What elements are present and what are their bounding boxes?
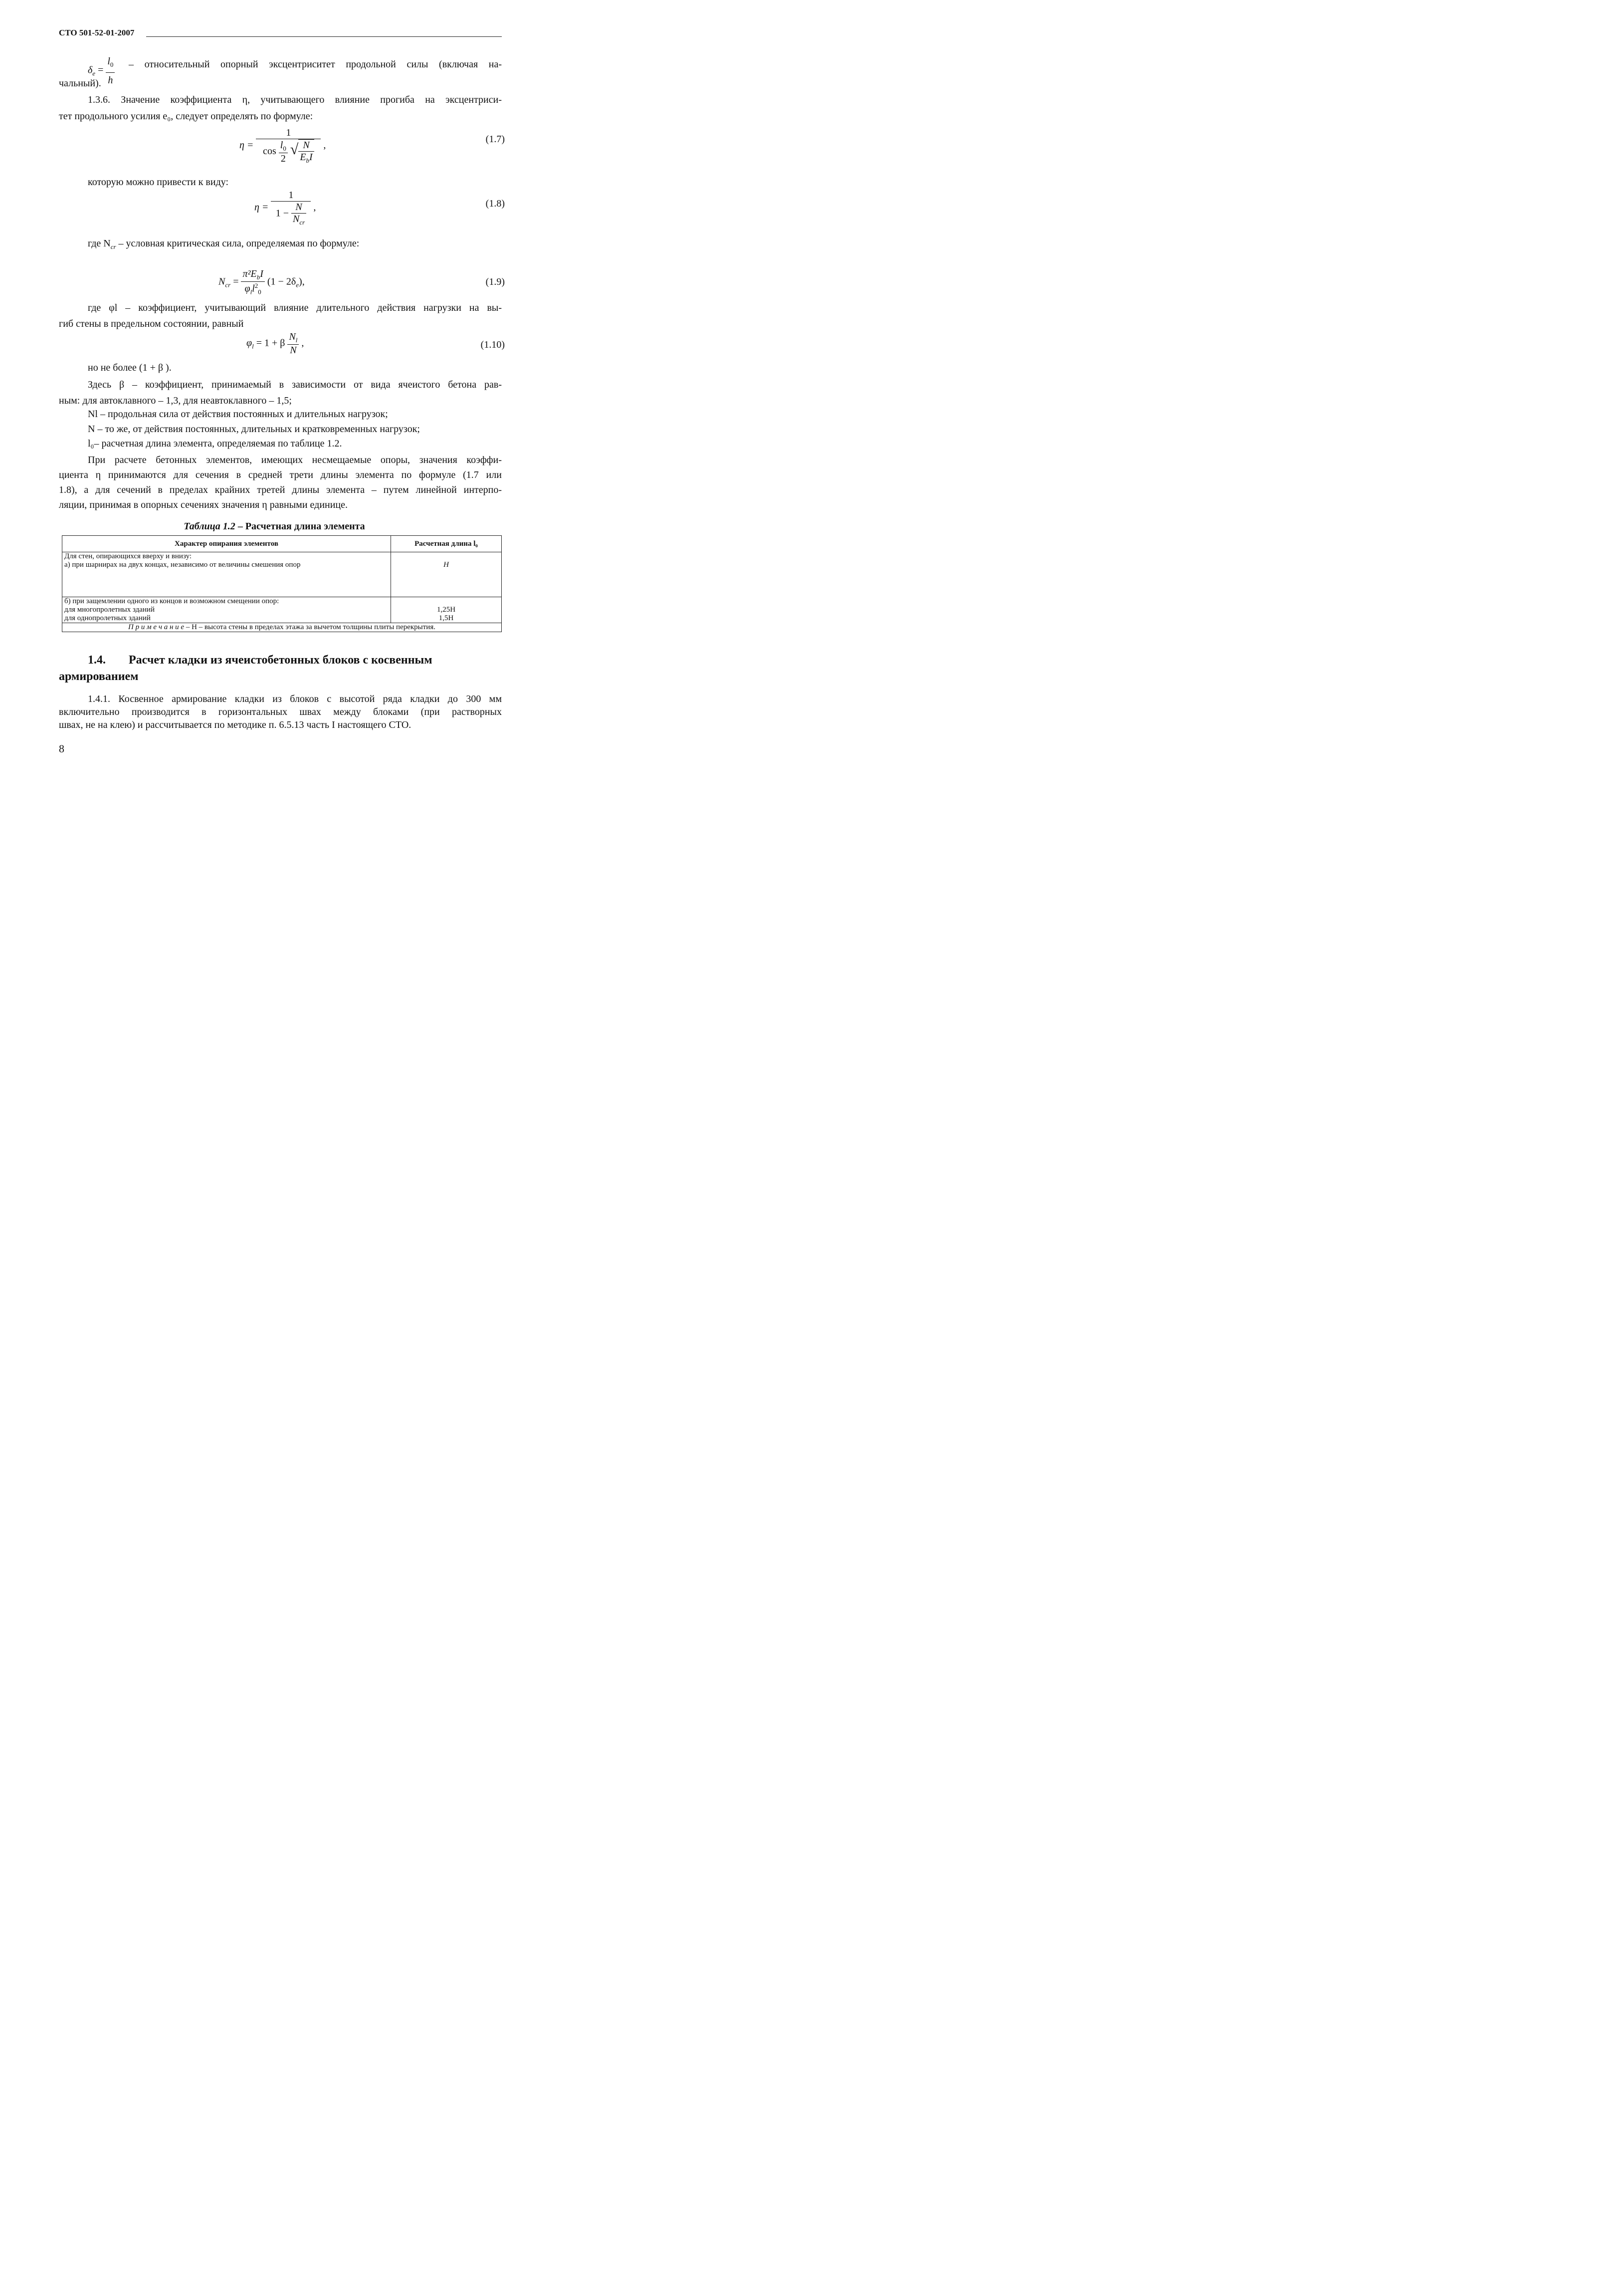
paragraph-1-4-1-line3: швах, не на клею) и рассчитывается по методике п. 6.5.13 часть I настоящего СТО. [59,719,411,730]
definition-n: N – то же, от действия постоянных, длительных и кратковременных нагрузок; [88,424,420,435]
section-title-line1: Расчет кладки из ячеистобетонных блоков с косвенным [129,654,432,667]
header-rule [146,36,502,37]
equation-number-1-10: (1.10) [480,339,505,350]
paragraph-1-4-1-line1: 1.4.1. Косвенное армирование кладки из блоков с высотой ряда кладки до 300 мм [88,693,502,704]
delta-definition: $\delta_e$ = $\frac{l_0}{h}$ [88,54,115,88]
equation-number-1-8: (1.8) [485,198,505,209]
paragraph-1-3-6-line1: 1.3.6. Значение коэффициента η, учитывающего влияние прогиба на эксцентриси- [88,94,502,105]
table-header-support: Характер опирания элементов [62,536,391,552]
paragraph-ncr: где $N_{cr}$ – условная критическая сила, определяемая по формуле: [88,238,360,250]
delta-text-cont: чальный). [59,78,101,89]
table-note: П р и м е ч а н и е – H – высота стены в пределах этажа за вычетом толщины плиты перекрытия. [62,623,502,632]
paragraph-beta-line1: Здесь β – коэффициент, принимаемый в зависимости от вида ячеистого бетона рав- [88,379,502,390]
document-code-header: СТО 501-52-01-2007 [59,28,135,37]
definition-nl: Nl – продольная сила от действия постоянных и длительных нагрузок; [88,409,388,420]
paragraph-calc-line3: 1.8), а для сечений в пределах крайних третей длины элемента – путем линейной интерпо- [59,484,502,495]
section-number: 1.4. [88,654,106,667]
equation-number-1-7: (1.7) [485,134,505,145]
paragraph-phi-line2: гиб стены в предельном состоянии, равный [59,318,244,329]
equation-1-10: $\varphi_l = 1 + \beta$ $\frac{N_l}{N}$ , [246,331,304,356]
paragraph-1-3-6-line2: тет продольного усилия e₀, следует определять по формуле: [59,111,313,122]
document-page [0,0,549,776]
table-row-b: б) при защемлении одного из концов и возможном смещении опор: для многопролетных зданий для однопролетных зданий [62,597,391,623]
paragraph-phi-line1: где φl – коэффициент, учитывающий влияние длительного действия нагрузки на вы- [88,302,502,313]
equation-number-1-9: (1.9) [485,276,505,287]
definition-l0: l₀– расчетная длина элемента, определяемая по таблице 1.2. [88,438,342,449]
equation-1-8: η = 1 1 − $\frac{N}{N_{cr}}$ , [254,190,316,226]
paragraph-calc-line4: ляции, принимая в опорных сечениях значения η равными единице. [59,499,348,510]
paragraph-calc-line2: циента η принимаются для сечения в средней трети длины элемента по формуле (1.7 или [59,469,502,480]
section-title-line2: армированием [59,670,139,683]
paragraph-reduce: которую можно привести к виду: [88,177,229,188]
equation-1-7: η = 1 cos $\frac{l_0}{2}$ √ $\frac{N}{E_bI}$ , [239,127,326,164]
table-row-a-value: H [391,552,502,597]
delta-text: – относительный опорный эксцентриситет продольной силы (включая на- [129,59,502,70]
table-caption: Таблица 1.2 – Расчетная длина элемента [184,521,365,532]
paragraph-not-more: но не более (1 + β ). [88,362,172,373]
paragraph-1-4-1-line2: включительно производится в горизонтальных швах между блоками (при растворных [59,706,502,717]
paragraph-beta-line2: ным: для автоклавного – 1,3, для неавтоклавного – 1,5; [59,395,292,406]
paragraph-calc-line1: При расчете бетонных элементов, имеющих несмещаемые опоры, значения коэффи- [88,455,502,465]
page-number: 8 [59,742,64,755]
table-header-length: Расчетная длина l₀ [391,536,502,552]
table-1-2 [62,535,502,632]
delta-fraction: $\frac{l_0}{h}$ [106,54,115,88]
table-row-b-values: 1,25H 1,5H [391,597,502,623]
table-row-a: Для стен, опирающихся вверху и внизу: а) при шарнирах на двух концах, независимо от величины смешения опор [62,552,391,597]
equation-1-9: $N_{cr}$ = $\frac{\pi^2E_bI}{\varphi_ll^2_0}$ $(1 - 2\delta_e)$, [218,268,305,296]
